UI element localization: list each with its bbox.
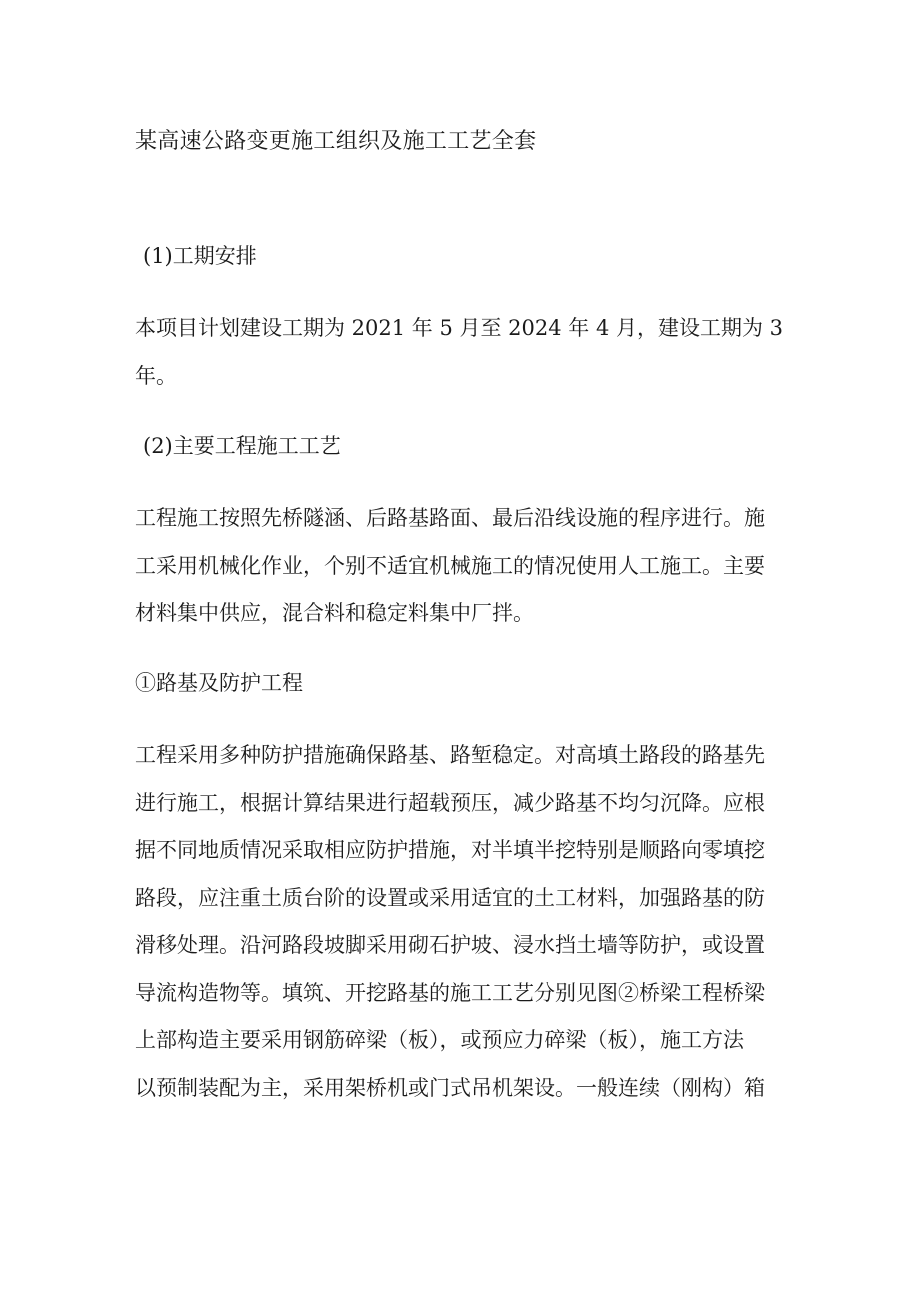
paragraph-line: 材料集中供应，混合料和稳定料集中厂拌。 bbox=[135, 601, 534, 625]
paragraph-line: 进行施工，根据计算结果进行超载预压，减少路基不均匀沉降。应根 bbox=[135, 790, 765, 815]
paragraph-schedule bbox=[135, 312, 790, 407]
paragraph-line: 本项目计划建设工期为 2021 年 5 月至 2024 年 4 月，建设工期为 3 bbox=[135, 316, 784, 340]
paragraph-line: 滑移处理。沿河路段坡脚采用砌石护坡、浸水挡土墙等防护，或设置 bbox=[135, 933, 765, 957]
paragraph-line: 以预制装配为主，采用架桥机或门式吊机架设。一般连续（刚构）箱 bbox=[135, 1075, 765, 1100]
section-heading-schedule: (1)工期安排 bbox=[143, 244, 257, 268]
paragraph-line: 工程采用多种防护措施确保路基、路堑稳定。对高填土路段的路基先 bbox=[135, 743, 765, 767]
paragraph-line: 年。 bbox=[135, 363, 177, 388]
paragraph-subgrade bbox=[135, 739, 790, 1119]
document-title: 某高速公路变更施工组织及施工工艺全套 bbox=[135, 129, 537, 154]
paragraph-line: 导流构造物等。填筑、开挖路基的施工工艺分别见图②桥梁工程桥梁 bbox=[135, 980, 765, 1005]
paragraph-line: 据不同地质情况采取相应防护措施，对半填半挖特别是顺路向零填挖 bbox=[135, 838, 765, 862]
paragraph-line: 路段，应注重土质台阶的设置或采用适宜的土工材料，加强路基的防 bbox=[135, 885, 765, 910]
paragraph-construction-process bbox=[135, 502, 790, 645]
paragraph-line: 工采用机械化作业，个别不适宜机械施工的情况使用人工施工。主要 bbox=[135, 553, 765, 578]
section-heading-construction-process: (2)主要工程施工工艺 bbox=[143, 434, 341, 458]
subsection-heading-subgrade: ①路基及防护工程 bbox=[135, 671, 303, 695]
paragraph-line: 工程施工按照先桥隧涵、后路基路面、最后沿线设施的程序进行。施 bbox=[135, 506, 765, 530]
paragraph-line: 上部构造主要采用钢筋碎梁（板），或预应力碎梁（板），施工方法 bbox=[135, 1028, 744, 1052]
